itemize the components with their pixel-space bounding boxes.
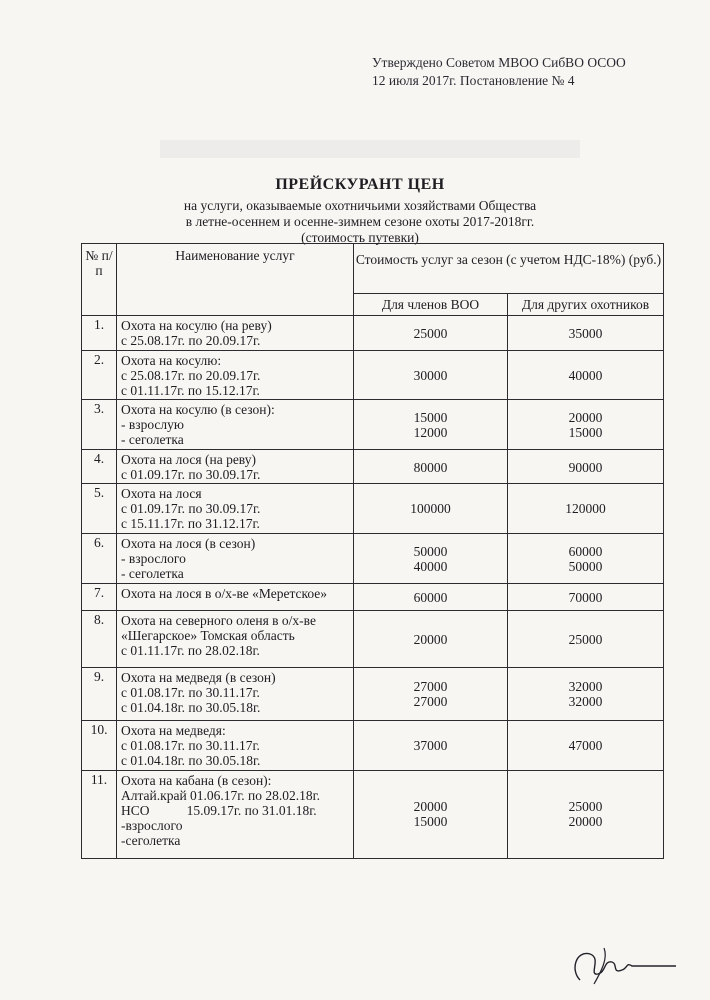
service-line: Охота на косулю:: [121, 353, 222, 368]
price-members: [354, 771, 508, 859]
service-line: Охота на медведя (в сезон): [121, 670, 276, 685]
price-value: 35000: [568, 326, 603, 341]
table-row: [82, 534, 664, 584]
header-others: Для других охотников: [508, 294, 664, 316]
service-line: Охота на северного оленя в о/х-ве: [121, 613, 316, 628]
price-members: [354, 611, 508, 668]
approval-line-1: Утверждено Советом МВОО СибВО ОСОО: [372, 55, 626, 70]
row-number: 11.: [82, 771, 117, 859]
row-number: 6.: [82, 534, 117, 584]
price-value: 70000: [568, 589, 603, 605]
service-name: [117, 668, 354, 721]
row-number: 5.: [82, 484, 117, 534]
service-name: [117, 400, 354, 450]
scan-artifact: [160, 140, 580, 158]
price-value: 25000: [413, 326, 448, 341]
price-value: 20000: [413, 799, 448, 814]
approval-line-2: 12 июля 2017г. Постановление № 4: [372, 73, 575, 88]
price-table: [81, 243, 664, 859]
price-value: 20000: [568, 814, 603, 829]
service-line: Охота на лося в о/х-ве «Меретское»: [121, 586, 328, 601]
service-line: Охота на лося: [121, 486, 202, 501]
title-block: [150, 176, 570, 246]
table-row: [82, 668, 664, 721]
service-line: с 01.09.17г. по 30.09.17г.: [121, 501, 261, 516]
price-value: 90000: [568, 459, 603, 475]
header-service: Наименование услуг: [117, 244, 354, 316]
service-line: НСО 15.09.17г. по 31.01.18г.: [121, 803, 317, 818]
price-value: 27000: [413, 694, 448, 709]
price-others: [508, 721, 664, 771]
price-others: [508, 316, 664, 351]
table-row: [82, 450, 664, 484]
row-number: 10.: [82, 721, 117, 771]
price-others: [508, 668, 664, 721]
service-name: [117, 450, 354, 484]
price-value: 20000: [413, 631, 448, 647]
service-line: Охота на косулю (на реву): [121, 318, 272, 333]
price-value: 50000: [413, 543, 448, 559]
price-value: 60000: [568, 543, 603, 559]
table-row: [82, 611, 664, 668]
row-number: 3.: [82, 400, 117, 450]
price-value: 50000: [568, 558, 603, 574]
price-members: [354, 400, 508, 450]
service-line: с 01.11.17г. по 15.12.17г.: [121, 383, 260, 398]
subtitle-line-1: на услуги, оказываемые охотничьими хозяйствами Общества: [183, 198, 537, 213]
price-others: [508, 584, 664, 611]
price-others: [508, 400, 664, 450]
subtitle-line-2: в летне-осеннем и осенне-зимнем сезоне охоты 2017-2018гг.: [185, 214, 535, 229]
service-line: -сеголетка: [121, 833, 181, 848]
service-name: [117, 316, 354, 351]
row-number: 9.: [82, 668, 117, 721]
service-line: с 01.09.17г. по 30.09.17г.: [121, 467, 261, 482]
price-value: 25000: [568, 631, 603, 647]
service-line: Алтай.край 01.06.17г. по 28.02.18г.: [121, 788, 321, 803]
service-name: [117, 584, 354, 611]
row-number: 7.: [82, 584, 117, 611]
price-members: [354, 484, 508, 534]
price-others: [508, 611, 664, 668]
signature: [568, 940, 680, 990]
service-line: - сеголетка: [121, 432, 184, 447]
service-line: с 15.11.17г. по 31.12.17г.: [121, 516, 260, 531]
price-members: [354, 668, 508, 721]
service-line: - сеголетка: [121, 566, 184, 581]
row-number: 8.: [82, 611, 117, 668]
price-value: 15000: [413, 409, 448, 425]
price-value: 60000: [413, 589, 448, 605]
service-line: с 01.08.17г. по 30.11.17г.: [121, 685, 260, 700]
table-row: [82, 584, 664, 611]
service-line: с 01.04.18г. по 30.05.18г.: [121, 700, 261, 715]
header-members: Для членов ВОО: [354, 294, 508, 316]
header-cost: Стоимость услуг за сезон (с учетом НДС-18%) (руб.): [354, 244, 664, 294]
service-line: «Шегарское» Томская область: [121, 628, 295, 643]
service-line: с 25.08.17г. по 20.09.17г.: [121, 333, 261, 348]
price-others: [508, 450, 664, 484]
service-name: [117, 534, 354, 584]
price-value: 30000: [413, 367, 448, 383]
service-name: [117, 771, 354, 859]
price-value: 27000: [413, 679, 448, 694]
price-members: [354, 351, 508, 400]
price-members: [354, 534, 508, 584]
price-value: 40000: [413, 558, 448, 574]
price-value: 80000: [413, 459, 448, 475]
service-line: - взрослого: [121, 551, 186, 566]
price-members: [354, 584, 508, 611]
row-number: 4.: [82, 450, 117, 484]
price-others: [508, 484, 664, 534]
service-line: с 01.11.17г. по 28.02.18г.: [121, 643, 260, 658]
price-others: [508, 534, 664, 584]
service-line: Охота на кабана (в сезон):: [121, 773, 272, 788]
price-table-body: [82, 316, 664, 859]
price-value: 37000: [413, 738, 448, 753]
price-others: [508, 771, 664, 859]
price-value: 20000: [568, 409, 603, 425]
table-row: [82, 400, 664, 450]
service-name: [117, 484, 354, 534]
service-line: с 01.04.18г. по 30.05.18г.: [121, 753, 261, 768]
price-members: [354, 316, 508, 351]
service-line: с 25.08.17г. по 20.09.17г.: [121, 368, 261, 383]
service-line: - взрослую: [121, 417, 184, 432]
price-value: 100000: [410, 501, 451, 516]
price-value: 120000: [565, 501, 606, 516]
price-value: 15000: [413, 814, 448, 829]
price-value: 47000: [568, 738, 603, 753]
price-members: [354, 450, 508, 484]
subtitle-line-3-text: (стоимость путевки): [301, 230, 419, 245]
service-name: [117, 611, 354, 668]
price-value: 32000: [568, 679, 603, 694]
price-value: 15000: [568, 424, 603, 440]
price-value: 40000: [568, 367, 603, 383]
table-row: [82, 721, 664, 771]
row-number: 1.: [82, 316, 117, 351]
price-others: [508, 351, 664, 400]
price-members: [354, 721, 508, 771]
service-line: Охота на медведя:: [121, 723, 226, 738]
service-line: с 01.08.17г. по 30.11.17г.: [121, 738, 260, 753]
price-value: 32000: [568, 694, 603, 709]
service-line: Охота на лося (в сезон): [121, 536, 256, 551]
table-row: [82, 316, 664, 351]
row-number: 2.: [82, 351, 117, 400]
service-line: -взрослого: [121, 818, 183, 833]
header-num: № п/п: [82, 244, 117, 316]
price-value: 25000: [568, 799, 603, 814]
service-name: [117, 351, 354, 400]
service-line: Охота на лося (на реву): [121, 452, 256, 467]
table-row: [82, 484, 664, 534]
document-title: ПРЕЙСКУРАНТ ЦЕН: [275, 176, 445, 193]
service-line: Охота на косулю (в сезон):: [121, 402, 275, 417]
service-name: [117, 721, 354, 771]
approval-note: [372, 54, 692, 90]
table-row: [82, 351, 664, 400]
price-value: 12000: [413, 424, 448, 440]
table-row: [82, 771, 664, 859]
